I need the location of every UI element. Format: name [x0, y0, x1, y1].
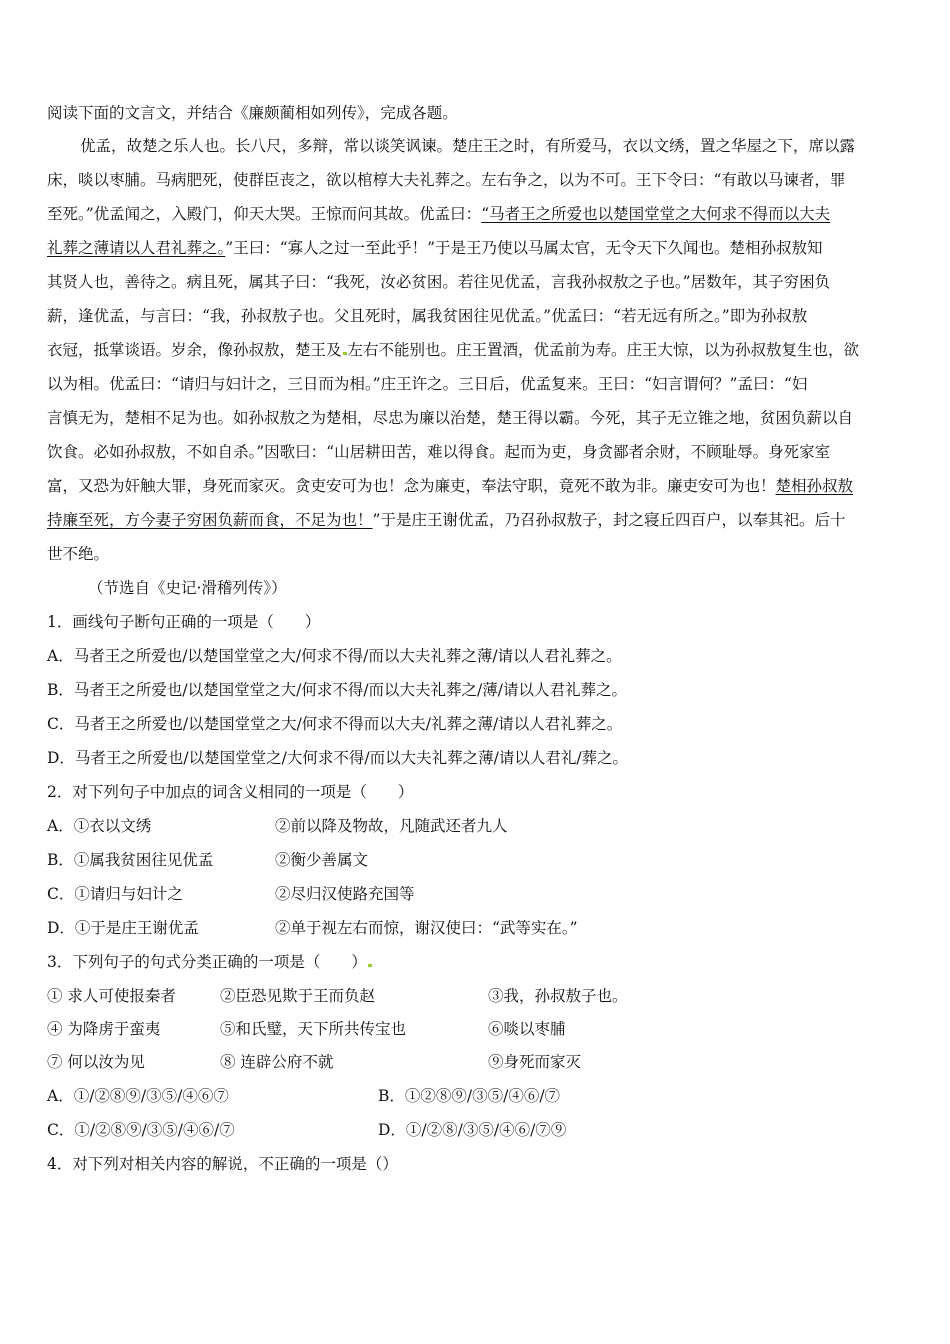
passage-line-6: 薪，逢优孟，与言曰：“我，孙叔敖子也。父且死时，属我贫困往见优孟。”优孟曰：“若无远有所之。”即为孙叔敖 [47, 307, 808, 325]
q2-option-c[interactable]: C．①请归与妇计之 [47, 885, 183, 903]
q3-item-1: ① 求人可使报秦者 [47, 987, 176, 1005]
passage-line-4 [47, 238, 907, 258]
q3-option-d[interactable]: D．①/②⑧/③⑤/④⑥/⑦⑨ [378, 1121, 567, 1139]
q2-option-a[interactable]: A．①衣以文绣 [47, 817, 152, 835]
q1-stem: 1．画线句子断句正确的一项是（ ） [47, 613, 321, 631]
passage-line-12 [47, 510, 907, 530]
q2-option-d[interactable]: D．①于是庄王谢优孟 [47, 919, 199, 937]
underlined-sentence-2-part-2: 持廉至死，方今妻子穷困负薪而食，不足为也！ [47, 511, 373, 529]
passage-line-10: 饮食。必如孙叔敖，不如自杀。”因歌曰：“山居耕田苦，难以得食。起而为吏，身贪鄙者余财，不顾耻辱。身死家室 [47, 443, 831, 461]
intro-text: 阅读下面的文言文，并结合《廉颇蔺相如列传》，完成各题。 [47, 104, 458, 122]
underlined-sentence-part-2: 礼葬之薄请以人君礼葬之。 [47, 239, 226, 257]
q2-stem: 2．对下列句子中加点的词含义相同的一项是（ ） [47, 783, 414, 801]
q3-item-3: ③我，孙叔敖子也。 [488, 987, 628, 1005]
highlight-mark [368, 964, 372, 967]
q3-item-7: ⑦ 何以汝为见 [47, 1053, 145, 1071]
passage-segment: 左右不能别也。庄王置酒，优孟前为寿。庄王大惊，以为孙叔敖复生也，欲 [347, 341, 860, 359]
q2-option-b-right: ②衡少善属文 [275, 851, 369, 869]
passage-segment: 衣冠，抵掌谈语。岁余，像孙叔敖，楚王及 [47, 341, 342, 359]
q1-option-d[interactable]: D．马者王之所爱也/以楚国堂堂之/大何求不得/而以大夫礼葬之薄/请以人君礼/葬之。 [47, 749, 629, 767]
passage-line-3 [47, 204, 907, 224]
q1-option-b[interactable]: B．马者王之所爱也/以楚国堂堂之大/何求不得/而以大夫礼葬之/薄/请以人君礼葬之。 [47, 681, 628, 699]
passage-segment: 富，又恐为奸触大罪，身死而家灭。贪吏安可为也！念为廉吏，奉法守职，竟死不敢为非。廉吏安可为也！ [47, 477, 776, 495]
q3-item-4: ④ 为降虏于蛮夷 [47, 1020, 161, 1038]
q3-item-2: ②臣恐见欺于王而负赵 [220, 987, 376, 1005]
q3-item-6: ⑥啖以枣脯 [488, 1020, 566, 1038]
underlined-sentence-2-part-1: 楚相孙叔敖 [775, 477, 854, 495]
q3-option-b[interactable]: B．①②⑧⑨/③⑤/④⑥/⑦ [378, 1087, 561, 1105]
q2-option-c-right: ②尽归汉使路充国等 [275, 885, 415, 903]
passage-segment: 至死。”优孟闻之，入殿门，仰天大哭。王惊而问其故。优孟曰： [47, 205, 482, 223]
q1-option-a[interactable]: A．马者王之所爱也/以楚国堂堂之大/何求不得/而以大夫礼葬之薄/请以人君礼葬之。 [47, 647, 622, 665]
source-citation: （节选自《史记·滑稽列传》） [88, 579, 287, 597]
highlight-mark [343, 352, 347, 355]
q2-option-a-right: ②前以降及物故，凡随武还者九人 [275, 817, 508, 835]
passage-line-13: 世不绝。 [47, 545, 110, 563]
q3-stem [47, 952, 373, 972]
passage-line-11 [47, 476, 907, 496]
q3-item-8: ⑧ 连辟公府不就 [220, 1053, 334, 1071]
passage-line-5: 其贤人也，善待之。病且死，属其子曰：“我死，汝必贫困。若往见优孟，言我孙叔敖之子也。”居数年，其子穷困负 [47, 273, 831, 291]
q3-option-a[interactable]: A．①/②⑧⑨/③⑤/④⑥⑦ [47, 1087, 229, 1105]
q3-item-5: ⑤和氏璧，天下所共传宝也 [220, 1020, 407, 1038]
underlined-sentence-part-1: “马者王之所爱也以楚国堂堂之大何求不得而以大夫 [481, 205, 831, 223]
passage-segment: ”王曰：“寡人之过一至此乎！”于是王乃使以马属太官，无令天下久闻也。楚相孙叔敖知 [225, 239, 823, 257]
q3-item-9: ⑨身死而家灭 [488, 1053, 582, 1071]
passage-segment: ”于是庄王谢优孟，乃召孙叔敖子，封之寝丘四百户，以奉其祀。后十 [372, 511, 846, 529]
q2-option-d-right: ②单于视左右而惊，谢汉使曰：“武等实在。” [275, 919, 578, 937]
passage-line-9: 言慎无为，楚相不足为也。如孙叔敖之为楚相，尽忠为廉以治楚，楚王得以霸。今死，其子无立锥之地，贫困负薪以自 [47, 409, 854, 427]
passage-line-7 [47, 340, 907, 360]
q2-option-b[interactable]: B．①属我贫困往见优孟 [47, 851, 214, 869]
passage-line-8: 以为相。优孟曰：“请归与妇计之，三日而为相。”庄王许之。三日后，优孟复来。王曰：“妇言谓何？”孟曰：“妇 [47, 375, 808, 393]
q3-option-c[interactable]: C．①/②⑧⑨/③⑤/④⑥/⑦ [47, 1121, 235, 1139]
q3-stem-text: 3．下列句子的句式分类正确的一项是（ ） [47, 953, 367, 971]
passage-line-2: 床，啖以枣脯。马病肥死，使群臣丧之，欲以棺椁大夫礼葬之。左右争之，以为不可。王下令曰：“有敢以马谏者，罪 [47, 171, 846, 189]
q4-stem: 4．对下列对相关内容的解说，不正确的一项是（） [47, 1155, 398, 1173]
q1-option-c[interactable]: C．马者王之所爱也/以楚国堂堂之大/何求不得而以大夫/礼葬之薄/请以人君礼葬之。 [47, 715, 623, 733]
passage-line-1: 优孟，故楚之乐人也。长八尺，多辩，常以谈笑讽谏。楚庄王之时，有所爱马，衣以文绣，置之华屋之下，席以露 [80, 137, 856, 155]
